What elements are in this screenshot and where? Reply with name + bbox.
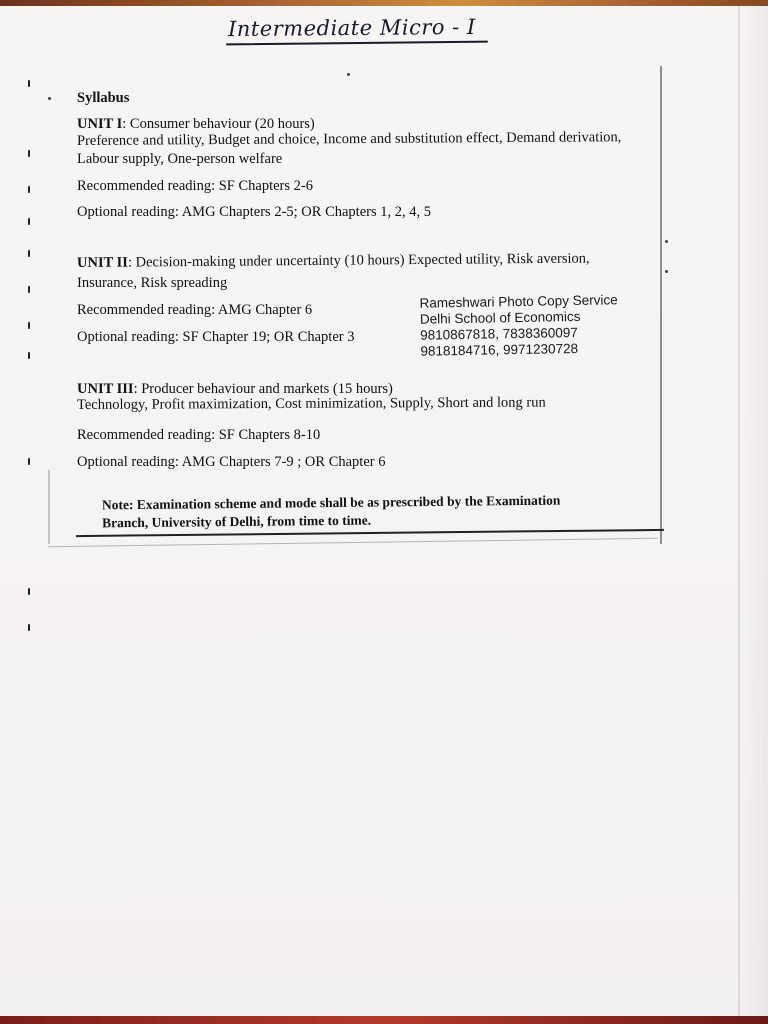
photocopy-stamp <box>419 292 618 359</box>
unit-2-optional: Optional reading: SF Chapter 19; OR Chapter 3 <box>77 329 355 345</box>
stray-mark <box>347 73 350 76</box>
page-fold-line <box>738 0 740 1024</box>
faint-cut-line <box>48 538 658 548</box>
unit-2-label: UNIT II <box>76 254 128 271</box>
unit-1-optional: Optional reading: AMG Chapters 2-5; OR Chapters 1, 2, 4, 5 <box>77 204 431 220</box>
binding-mark <box>28 250 30 257</box>
binding-mark <box>28 286 30 293</box>
left-cut-edge <box>48 470 50 544</box>
binding-mark <box>28 322 30 329</box>
unit-1-title: : Consumer behaviour (20 hours) <box>122 116 315 132</box>
unit-3-optional: Optional reading: AMG Chapters 7-9 ; OR Chapter 6 <box>77 454 386 470</box>
bottom-table-edge <box>0 1016 768 1024</box>
note-line-1: Note: Examination scheme and mode shall be as prescribed by the Examination <box>101 492 561 513</box>
top-table-edge <box>0 0 768 6</box>
stamp-line-3: 9810867818, 7838360097 <box>420 324 578 343</box>
binding-mark <box>28 588 30 595</box>
syllabus-heading: Syllabus <box>77 90 130 106</box>
unit-1-label: UNIT I <box>77 116 123 132</box>
unit-3-label: UNIT III <box>77 381 134 397</box>
stray-mark <box>665 240 668 243</box>
title-underline <box>226 41 488 46</box>
right-cut-edge <box>660 66 662 544</box>
stray-mark <box>665 270 668 273</box>
unit-1-topics-line1: Preference and utility, Budget and choice, Income and substitution effect, Demand derivation, <box>76 129 622 149</box>
stamp-line-2: Delhi School of Economics <box>419 308 581 327</box>
unit-2-title: : Decision-making under uncertainty (10 hours) Expected utility, Risk aversion, <box>127 250 590 271</box>
stamp-line-1: Rameshwari Photo Copy Service <box>419 292 618 311</box>
handwritten-title: Intermediate Micro - I <box>227 14 476 42</box>
unit-2-recommended: Recommended reading: AMG Chapter 6 <box>77 302 313 318</box>
binding-mark <box>28 80 30 87</box>
stray-mark <box>48 97 51 100</box>
binding-mark <box>28 458 30 465</box>
note-line-2: Branch, University of Delhi, from time to time. <box>102 512 372 531</box>
unit-3-topics-line1: Technology, Profit maximization, Cost minimization, Supply, Short and long run <box>76 394 546 413</box>
binding-mark <box>28 186 30 193</box>
exam-note <box>102 492 561 533</box>
unit-2-heading <box>77 250 590 272</box>
stamp-line-4: 9818184716, 9971230728 <box>420 340 579 359</box>
unit-1-recommended: Recommended reading: SF Chapters 2-6 <box>77 178 313 194</box>
page-shadow <box>738 0 768 1024</box>
binding-mark <box>28 352 30 359</box>
unit-3-title: : Producer behaviour and markets (15 hours) <box>133 381 393 397</box>
unit-2-topics-line1: Insurance, Risk spreading <box>77 275 228 291</box>
unit-1-topics-line2: Labour supply, One-person welfare <box>77 151 283 167</box>
binding-mark <box>28 624 30 631</box>
binding-mark <box>28 150 30 157</box>
unit-3-recommended: Recommended reading: SF Chapters 8-10 <box>77 427 321 443</box>
binding-mark <box>28 218 30 225</box>
